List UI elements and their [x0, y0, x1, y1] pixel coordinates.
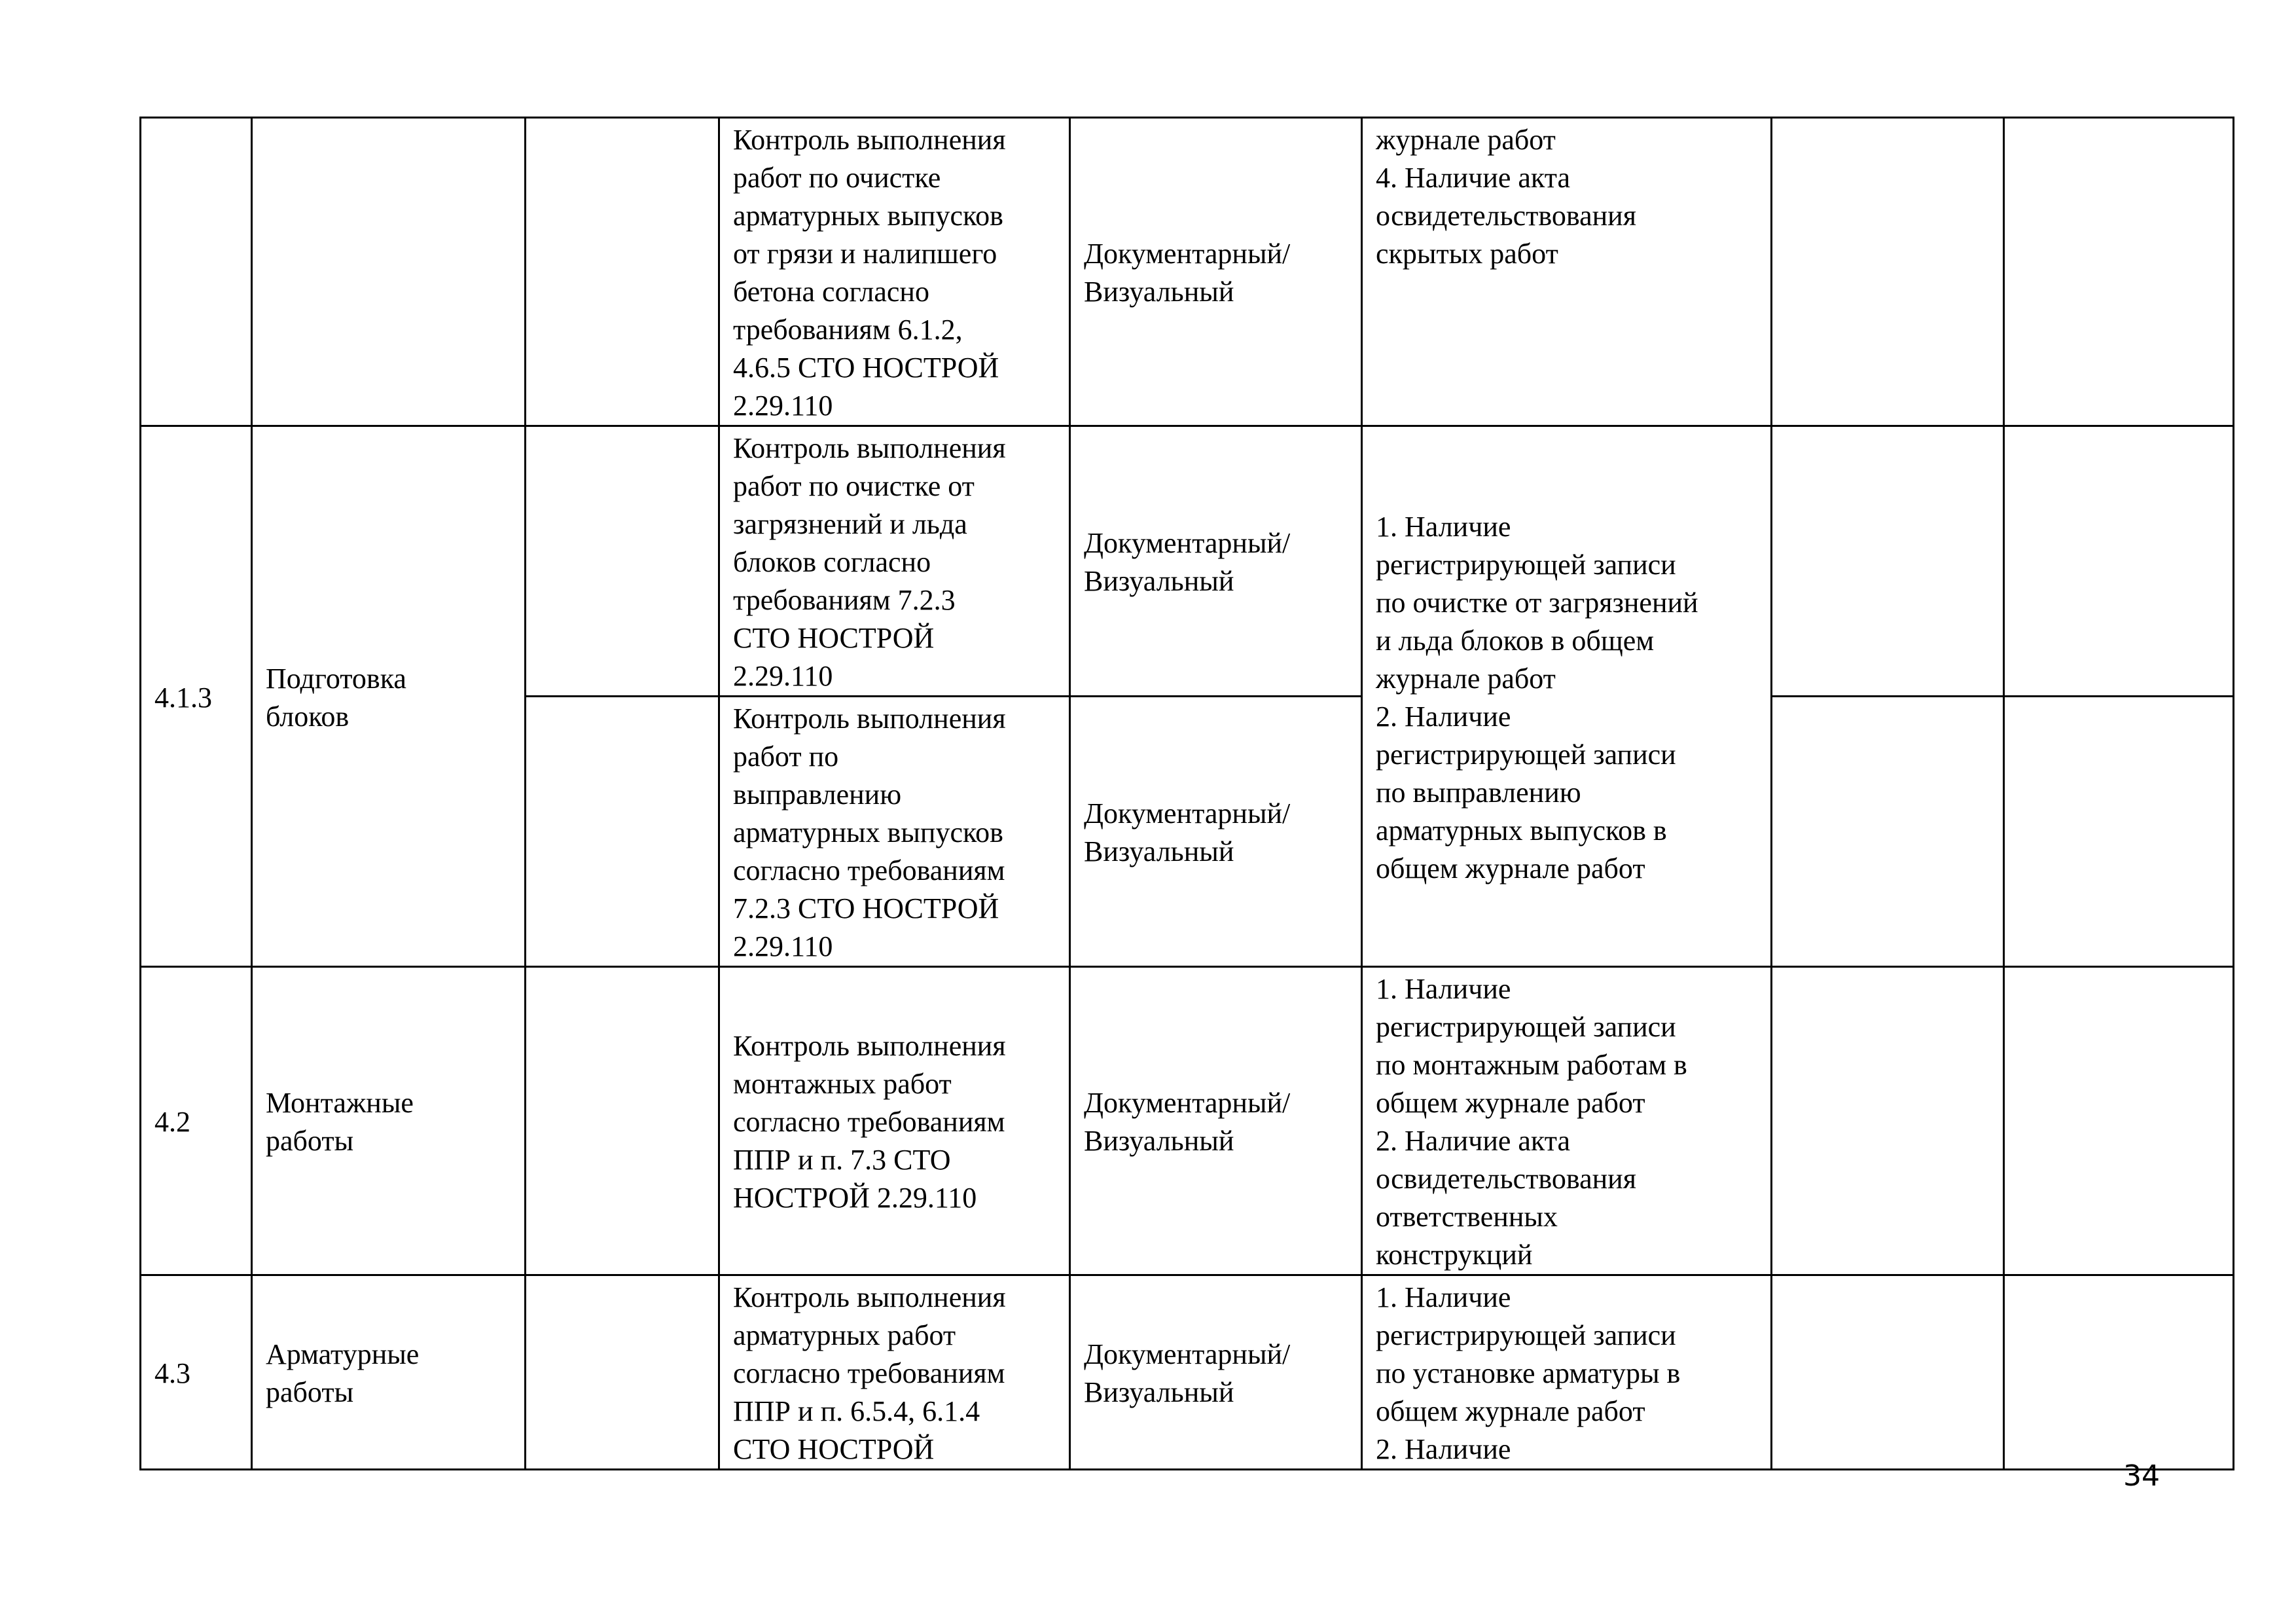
control-result-cell: 1. Наличие регистрирующей записи по очистке от загрязнений и льда блоков в общем журнале работ 2. Наличие регистрирующей записи по выправлению арматурных выпусков в общем журнале работ [1362, 426, 1772, 967]
control-description-cell: Контроль выполнения работ по очистке от загрязнений и льда блоков согласно требованиям 7.2.3 СТО НОСТРОЙ 2.29.110 [719, 426, 1070, 697]
item-number-cell: 4.3 [141, 1275, 252, 1470]
control-method-cell: Документарный/ Визуальный [1070, 1275, 1362, 1470]
empty-cell [1772, 118, 2004, 426]
item-name-cell: Арматурные работы [252, 1275, 526, 1470]
empty-cell [526, 426, 719, 697]
item-number-cell: 4.1.3 [141, 426, 252, 967]
empty-cell [1772, 967, 2004, 1275]
control-method-cell: Документарный/ Визуальный [1070, 118, 1362, 426]
inspection-table [139, 117, 2234, 1470]
control-description-cell: Контроль выполнения арматурных работ согласно требованиям ППР и п. 6.5.4, 6.1.4 СТО НОСТРОЙ [719, 1275, 1070, 1470]
table-row [141, 118, 2234, 426]
empty-cell [2004, 967, 2234, 1275]
table-row [141, 967, 2234, 1275]
empty-cell [2004, 426, 2234, 697]
empty-cell [1772, 697, 2004, 967]
control-description-cell: Контроль выполнения работ по выправлению арматурных выпусков согласно требованиям 7.2.3 СТО НОСТРОЙ 2.29.110 [719, 697, 1070, 967]
page-number: 34 [2123, 1459, 2160, 1493]
control-method-cell: Документарный/ Визуальный [1070, 426, 1362, 697]
control-method-cell: Документарный/ Визуальный [1070, 967, 1362, 1275]
control-description-cell: Контроль выполнения монтажных работ согласно требованиям ППР и п. 7.3 СТО НОСТРОЙ 2.29.110 [719, 967, 1070, 1275]
empty-cell [526, 967, 719, 1275]
control-result-cell: 1. Наличие регистрирующей записи по монтажным работам в общем журнале работ 2. Наличие акта освидетельствования ответственных конструкций [1362, 967, 1772, 1275]
table-row [141, 426, 2234, 697]
control-method-cell: Документарный/ Визуальный [1070, 697, 1362, 967]
empty-cell [526, 1275, 719, 1470]
item-name-cell: Монтажные работы [252, 967, 526, 1275]
control-result-cell: журнале работ 4. Наличие акта освидетельствования скрытых работ [1362, 118, 1772, 426]
empty-cell [526, 118, 719, 426]
control-description-cell: Контроль выполнения работ по очистке арматурных выпусков от грязи и налипшего бетона согласно требованиям 6.1.2, 4.6.5 СТО НОСТРОЙ 2.29.110 [719, 118, 1070, 426]
empty-cell [2004, 1275, 2234, 1470]
item-number-cell [141, 118, 252, 426]
table-row [141, 1275, 2234, 1470]
item-number-cell: 4.2 [141, 967, 252, 1275]
item-name-cell [252, 118, 526, 426]
control-result-cell: 1. Наличие регистрирующей записи по установке арматуры в общем журнале работ 2. Наличие [1362, 1275, 1772, 1470]
empty-cell [2004, 697, 2234, 967]
empty-cell [1772, 426, 2004, 697]
empty-cell [2004, 118, 2234, 426]
empty-cell [1772, 1275, 2004, 1470]
empty-cell [526, 697, 719, 967]
item-name-cell: Подготовка блоков [252, 426, 526, 967]
